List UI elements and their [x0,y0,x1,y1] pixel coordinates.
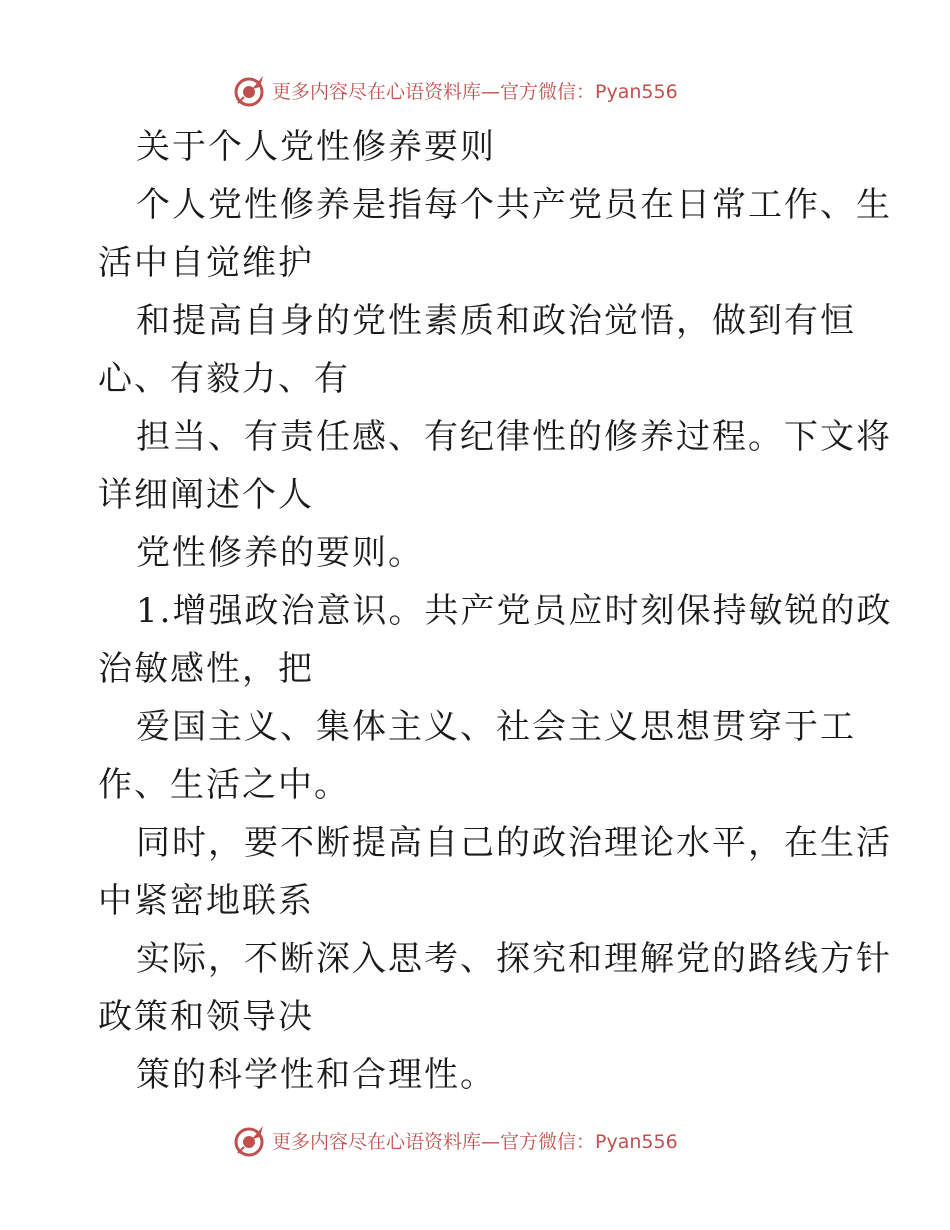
text-line: 实际，不断深入思考、探究和理解党的路线方针 [136,939,892,979]
text-line: 政策和领导决 [98,997,314,1037]
text-line: 同时，要不断提高自己的政治理论水平，在生活 [136,823,892,863]
text-line: 关于个人党性修养要则 [136,127,496,167]
footer-banner [232,1120,678,1160]
text-line: 心、有毅力、有 [98,359,350,399]
quill-logo-icon [232,1123,266,1157]
text-line: 爱国主义、集体主义、社会主义思想贯穿于工 [136,707,856,747]
text-line: 作、生活之中。 [98,765,350,805]
text-line: 党性修养的要则。 [136,533,424,573]
text-line: 个人党性修养是指每个共产党员在日常工作、生 [136,185,892,225]
document-body [98,118,893,1104]
banner-text: 更多内容尽在心语资料库—官方微信：Pyan556 [272,80,678,103]
text-line: 活中自觉维护 [98,243,314,283]
text-line: 1.增强政治意识。共产党员应时刻保持敏锐的政 [136,591,893,631]
text-line: 治敏感性，把 [98,649,314,689]
quill-logo-icon [232,73,266,107]
text-line: 中紧密地联系 [98,881,314,921]
text-line: 和提高自身的党性素质和政治觉悟，做到有恒 [136,301,856,341]
banner-text: 更多内容尽在心语资料库—官方微信：Pyan556 [272,1130,678,1153]
text-line: 详细阐述个人 [98,475,314,515]
header-banner [232,70,678,110]
text-line: 担当、有责任感、有纪律性的修养过程。下文将 [136,417,892,457]
text-line: 策的科学性和合理性。 [136,1055,496,1095]
